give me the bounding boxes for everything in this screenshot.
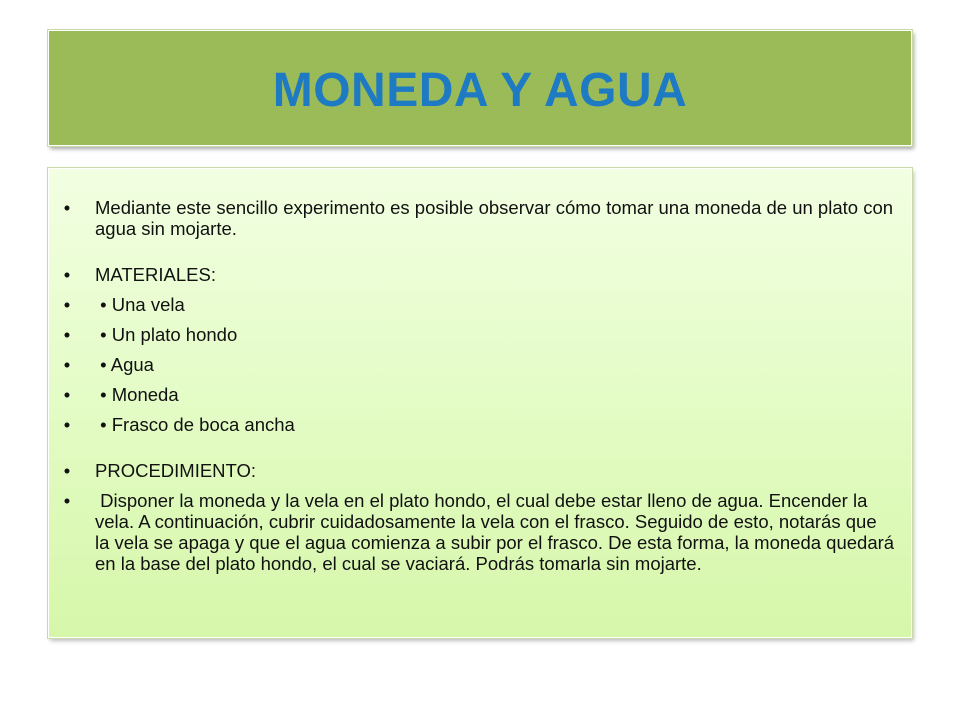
content-box: [48, 168, 912, 638]
bullet-icon: •: [63, 490, 71, 511]
slide-title: MONEDA Y AGUA: [272, 63, 688, 117]
list-item: [49, 354, 913, 375]
list-item: [49, 384, 913, 405]
list-item: [49, 490, 913, 574]
title-box: [48, 30, 912, 146]
list-item: [49, 324, 913, 345]
list-item: [49, 294, 913, 315]
bullet-icon: •: [63, 197, 71, 218]
bullet-text: • Frasco de boca ancha: [95, 414, 295, 435]
bullet-text: • Una vela: [95, 294, 185, 315]
list-item: [49, 264, 913, 285]
bullet-list: [49, 197, 913, 574]
bullet-icon: •: [63, 324, 71, 345]
list-item: [49, 414, 913, 435]
bullet-icon: •: [63, 354, 71, 375]
bullet-text: • Moneda: [95, 384, 179, 405]
bullet-text: Disponer la moneda y la vela en el plato hondo, el cual debe estar lleno de agua. Encender la vela. A continuación, cubrir cuidadosamente la vela con el frasco. Seguido de esto, notarás que la vela se apaga y que el agua comienza a subir por el frasco. De esta forma, la moneda quedará en la base del plato hondo, el cual se vaciará. Podrás tomarla sin mojarte.: [95, 490, 900, 574]
bullet-text: MATERIALES:: [95, 264, 216, 285]
bullet-icon: •: [63, 264, 71, 285]
list-item: [49, 197, 913, 239]
bullet-text: • Un plato hondo: [95, 324, 238, 345]
bullet-text: PROCEDIMIENTO:: [95, 460, 257, 481]
bullet-icon: •: [63, 294, 71, 315]
bullet-icon: •: [63, 414, 71, 435]
bullet-text: • Agua: [95, 354, 154, 375]
list-item: [49, 460, 913, 481]
bullet-text: Mediante este sencillo experimento es posible observar cómo tomar una moneda de un plato con agua sin mojarte.: [95, 197, 894, 239]
bullet-icon: •: [63, 460, 71, 481]
bullet-icon: •: [63, 384, 71, 405]
